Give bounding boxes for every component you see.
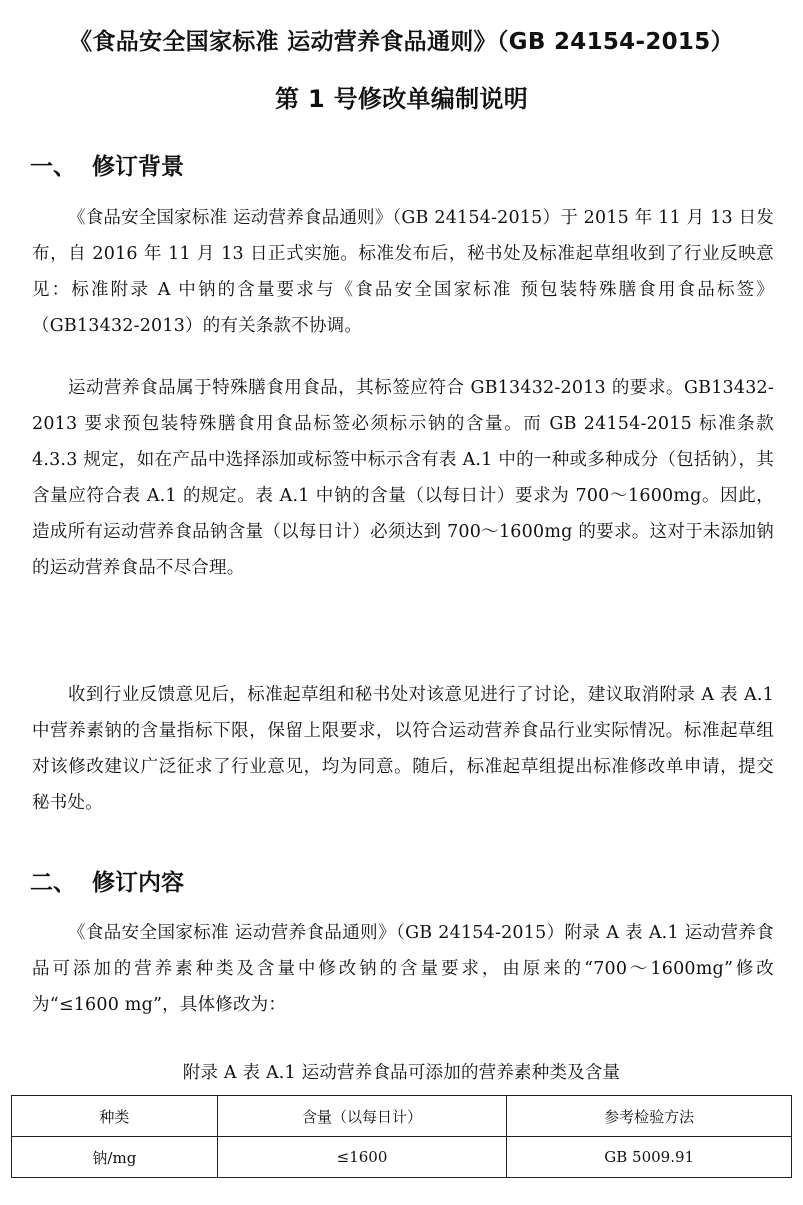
section-number: 二、 [30, 870, 76, 896]
table-header-row [12, 1096, 792, 1137]
section-title: 修订内容 [92, 870, 184, 896]
cell-method: GB 5009.91 [507, 1137, 792, 1178]
section-number: 一、 [30, 154, 76, 180]
document-title: 《食品安全国家标准 运动营养食品通则》（GB 24154-2015） [69, 29, 734, 55]
column-header-type: 种类 [12, 1096, 218, 1137]
nutrient-table [11, 1095, 792, 1178]
document-subtitle: 第 1 号修改单编制说明 [274, 85, 528, 113]
section-title: 修订背景 [92, 154, 184, 180]
section-heading-content [30, 868, 184, 898]
paragraph: 《食品安全国家标准 运动营养食品通则》（GB 24154-2015）附录 A 表 A.1 运动营养食品可添加的营养素种类及含量中修改钠的含量要求，由原来的“700～1600mg”修改为“≤1600 mg”，具体修改为： [32, 923, 774, 1015]
paragraph: 运动营养食品属于特殊膳食用食品，其标签应符合 GB13432-2013 的要求。GB13432-2013 要求预包装特殊膳食用食品标签必须标示钠的含量。而 GB 24154-2015 标准条款 4.3.3 规定，如在产品中选择添加或标签中标示含有表 A.1 中的一种或多种成分（包括钠），其含量应符合表 A.1 的规定。表 A.1 中钠的含量（以每日计）要求为 700～1600mg。因此，造成所有运动营养食品钠含量（以每日计）必须达到 700～1600mg 的要求。这对于未添加钠的运动营养食品不尽合理。 [32, 378, 774, 578]
paragraph: 收到行业反馈意见后，标准起草组和秘书处对该意见进行了讨论，建议取消附录 A 表 A.1 中营养素钠的含量指标下限，保留上限要求，以符合运动营养食品行业实际情况。标准起草组对该修改建议广泛征求了行业意见，均为同意。随后，标准起草组提出标准修改单申请，提交秘书处。 [32, 685, 774, 813]
paragraph: 《食品安全国家标准 运动营养食品通则》（GB 24154-2015）于 2015 年 11 月 13 日发布，自 2016 年 11 月 13 日正式实施。标准发布后，秘书处及标准起草组收到了行业反映意见：标准附录 A 中钠的含量要求与《食品安全国家标准 预包装特殊膳食用食品标签》（GB13432-2013）的有关条款不协调。 [32, 208, 774, 336]
table-caption: 附录 A 表 A.1 运动营养食品可添加的营养素种类及含量 [182, 1063, 621, 1083]
cell-amount: ≤1600 [217, 1137, 507, 1178]
table-row [12, 1137, 792, 1178]
section-heading-background [30, 152, 184, 182]
column-header-amount: 含量（以每日计） [217, 1096, 507, 1137]
column-header-method: 参考检验方法 [507, 1096, 792, 1137]
cell-type: 钠/mg [12, 1137, 218, 1178]
